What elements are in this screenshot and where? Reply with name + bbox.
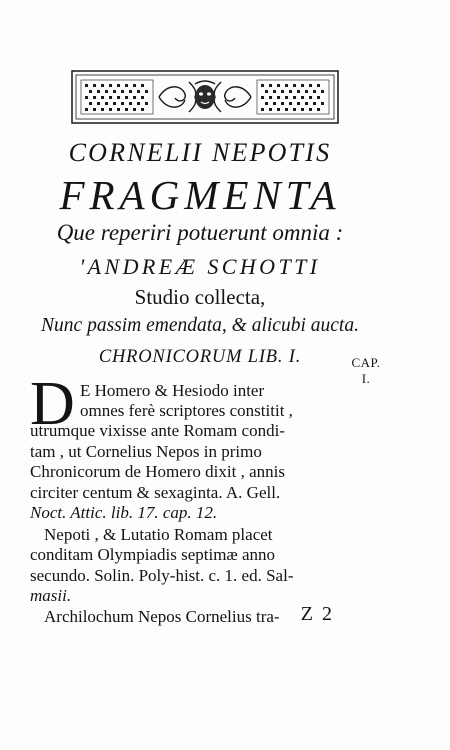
signature-mark: Z 2 <box>300 603 334 625</box>
text-line: conditam Olympiadis septimæ anno <box>30 545 276 564</box>
text-line: circiter centum & sexaginta. A. Gell. <box>30 483 281 502</box>
text-line: E Homero & Hesiodo inter <box>80 381 265 400</box>
emended-line: Nunc passim emendata, & alicubi aucta. <box>41 315 359 336</box>
text-line: omnes ferè scriptores constitit , <box>80 401 293 420</box>
subtitle-line: Que reperiri potuerunt omnia : <box>56 220 344 245</box>
margin-note-cap: CAP. <box>351 355 381 370</box>
text-line: secundo. Solin. Poly-hist. c. 1. ed. Sal- <box>30 566 294 585</box>
collected-line: Studio collecta, <box>134 285 266 309</box>
text-line: utrumque vixisse ante Romam condi- <box>30 421 285 440</box>
text-line: tam , ut Cornelius Nepos in primo <box>30 442 262 461</box>
text-line: masii. <box>30 586 72 605</box>
text-line: Chronicorum de Homero dixit , annis <box>30 462 285 481</box>
drop-cap: D <box>30 370 75 438</box>
editor-name: 'ANDREÆ SCHOTTI <box>79 254 321 279</box>
author-heading: CORNELII NEPOTIS <box>68 138 332 167</box>
margin-note-number: I. <box>361 371 371 386</box>
text-line: Nepoti , & Lutatio Romam placet <box>44 525 273 544</box>
text-line: Archilochum Nepos Cornelius tra- <box>44 607 280 626</box>
title-fragmenta: FRAGMENTA <box>59 172 341 218</box>
text-line: Noct. Attic. lib. 17. cap. 12. <box>30 503 218 522</box>
headpiece-ornament-icon <box>71 70 339 124</box>
book-heading: CHRONICORUM LIB. I. <box>98 347 302 367</box>
